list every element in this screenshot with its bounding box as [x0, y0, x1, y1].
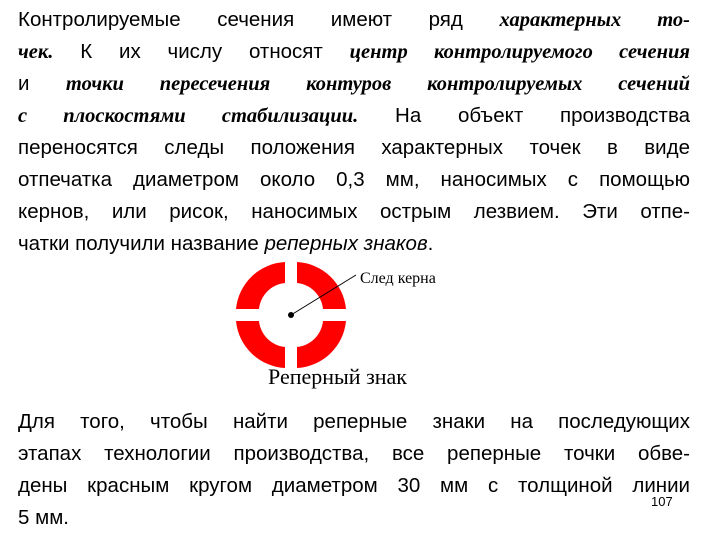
text-line — [18, 68, 690, 100]
text-run: . — [427, 232, 434, 255]
text-line: Для того, чтобы найти реперные знаки на последующих — [18, 410, 690, 433]
text-line: переносятся следы положения характерных точек в виде — [18, 136, 690, 159]
text-run: К их числу относят — [53, 40, 350, 63]
emphasis-term: с плоскостями стабилизации. — [18, 105, 359, 127]
emphasis-term: точки пересечения контуров контролируемых сечений — [65, 73, 691, 95]
italic-term: реперных знаков — [264, 232, 428, 255]
text-line — [18, 228, 690, 260]
emphasis-term: чек. — [18, 41, 54, 63]
page-number: 107 — [651, 494, 673, 509]
text-run: На объект производства — [358, 104, 691, 127]
emphasis-term: центр контролируемого сечения — [349, 41, 690, 63]
text-line: дены красным кругом диаметром 30 мм с толщиной линии — [18, 474, 690, 497]
paragraph-reper-points — [18, 4, 690, 260]
text-run: Контролируемые сечения имеют ряд — [18, 8, 500, 31]
paragraph-red-circle — [18, 406, 690, 534]
figure-caption: Реперный знак — [268, 364, 407, 389]
emphasis-term: характерных то- — [499, 9, 690, 31]
ring-segment — [297, 321, 346, 368]
text-line: 5 мм. — [18, 506, 69, 529]
text-line: отпечатка диаметром около 0,3 мм, наносимых с помощью — [18, 168, 690, 191]
ring-segment — [236, 262, 285, 309]
text-run: и — [18, 72, 66, 95]
text-line: этапах технологии производства, все реперные точки обве- — [18, 442, 690, 465]
text-line — [18, 100, 690, 132]
text-run: чатки получили название — [18, 232, 265, 255]
callout-label: След керна — [360, 270, 436, 287]
ring-segment — [236, 321, 285, 368]
text-line — [18, 4, 690, 36]
text-line — [18, 36, 690, 68]
text-line: кернов, или рисок, наносимых острым лезвием. Эти отпе- — [18, 200, 690, 223]
